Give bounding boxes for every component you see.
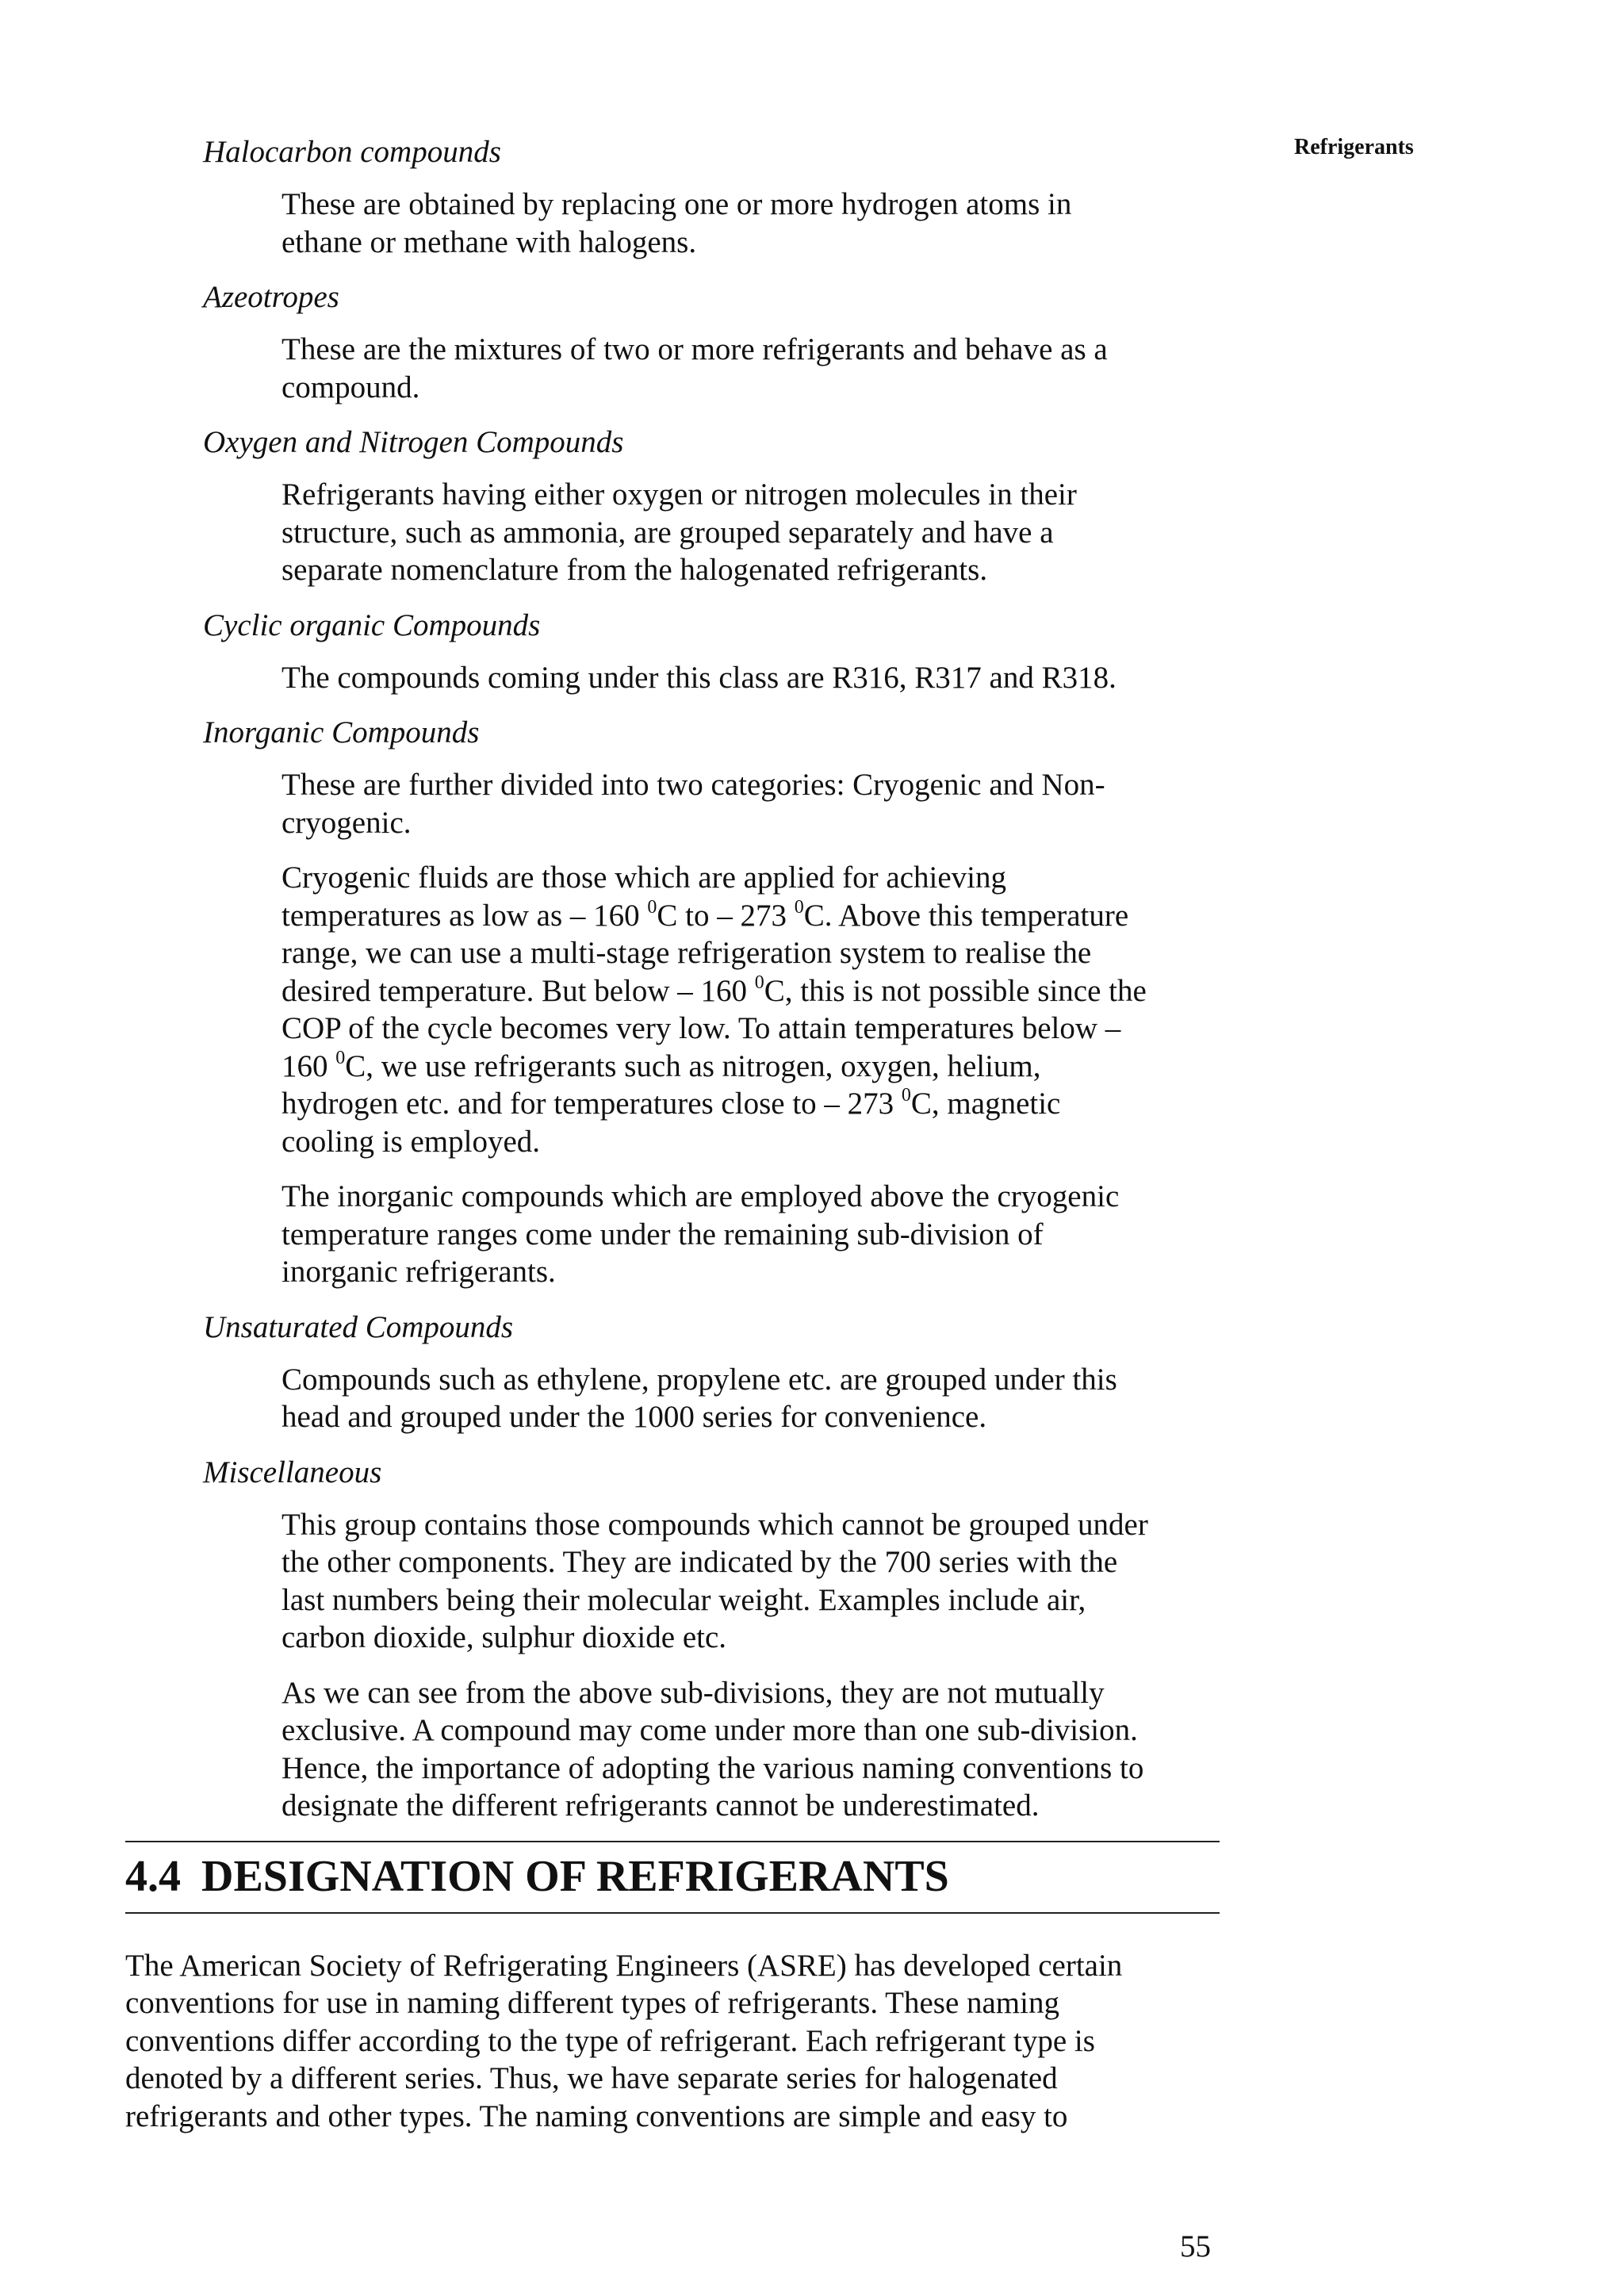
text-line: cryogenic.	[282, 805, 412, 840]
text-line: last numbers being their molecular weight. Examples include air,	[282, 1582, 1086, 1617]
paragraph	[282, 1361, 1217, 1436]
text-line: Cryogenic fluids are those which are applied for achieving	[282, 861, 1007, 895]
text-line: desired temperature. But below – 160 $^0$C, this is not possible since the	[282, 972, 1147, 1008]
text-line: head and grouped under the 1000 series for convenience.	[282, 1400, 987, 1434]
page-content	[125, 133, 1220, 2135]
text-line: conventions for use in naming different types of refrigerants. These naming	[125, 1986, 1059, 2020]
text-line: These are obtained by replacing one or more hydrogen atoms in	[282, 187, 1072, 221]
paragraph	[282, 766, 1217, 841]
text-line: inorganic refrigerants.	[282, 1255, 556, 1289]
page-number: 55	[1180, 2229, 1211, 2263]
subheading-inorganic: Inorganic Compounds	[203, 715, 480, 749]
text-line: exclusive. A compound may come under more than one sub-division.	[282, 1713, 1138, 1747]
subheading-halocarbon: Halocarbon compounds	[203, 135, 501, 169]
running-header: Refrigerants	[1294, 135, 1414, 159]
text-line: This group contains those compounds which cannot be grouped under	[282, 1507, 1148, 1542]
paragraph-cryogenic	[282, 859, 1217, 1160]
subheading-oxygen-nitrogen: Oxygen and Nitrogen Compounds	[203, 425, 624, 459]
section-body-paragraph	[125, 1947, 1220, 2136]
text-line: conventions differ according to the type of refrigerant. Each refrigerant type is	[125, 2023, 1095, 2058]
section-number: 4.4	[125, 1851, 181, 1901]
subheading-cyclic-organic: Cyclic organic Compounds	[203, 608, 541, 642]
text-line: cooling is employed.	[282, 1124, 541, 1159]
text-line: The American Society of Refrigerating Engineers (ASRE) has developed certain	[125, 1948, 1123, 1983]
text-line: carbon dioxide, sulphur dioxide etc.	[282, 1620, 727, 1654]
text-line: temperature ranges come under the remaining sub-division of	[282, 1217, 1044, 1251]
subheading-unsaturated: Unsaturated Compounds	[203, 1309, 514, 1344]
superscript: 0	[754, 972, 764, 993]
text-line: The inorganic compounds which are employed above the cryogenic	[282, 1179, 1120, 1213]
section-rule-top	[125, 1841, 1220, 1842]
text-line: the other components. They are indicated by the 700 series with the	[282, 1545, 1118, 1579]
text-line: temperatures as low as – 160 $^0$C to – 273 $^0$C. Above this temperature	[282, 896, 1129, 933]
section-heading	[125, 1849, 1220, 1904]
text-line: separate nomenclature from the halogenated refrigerants.	[282, 553, 988, 587]
paragraph	[282, 186, 1217, 261]
section-rule-bottom	[125, 1912, 1220, 1914]
text-line: As we can see from the above sub-divisions, they are not mutually	[282, 1675, 1105, 1710]
text-line: hydrogen etc. and for temperatures close to – 273 $^0$C, magnetic	[282, 1085, 1061, 1121]
text-line: 160 $^0$C, we use refrigerants such as nitrogen, oxygen, helium,	[282, 1047, 1041, 1083]
paragraph	[282, 1674, 1217, 1825]
text-line: These are further divided into two categories: Cryogenic and Non-	[282, 768, 1105, 802]
superscript: 0	[901, 1085, 911, 1106]
superscript: 0	[647, 896, 657, 918]
text-line: range, we can use a multi-stage refrigeration system to realise the	[282, 936, 1092, 970]
subheading-azeotropes: Azeotropes	[203, 280, 339, 314]
text-line: compound.	[282, 370, 420, 404]
text-line: The compounds coming under this class are R316, R317 and R318.	[282, 660, 1116, 695]
paragraph	[282, 1178, 1217, 1291]
text-line: Compounds such as ethylene, propylene etc. are grouped under this	[282, 1362, 1117, 1397]
subheading-miscellaneous: Miscellaneous	[203, 1455, 382, 1489]
text-line: Hence, the importance of adopting the various naming conventions to	[282, 1750, 1144, 1785]
superscript: 0	[335, 1047, 346, 1068]
paragraph	[282, 1506, 1217, 1657]
section-title: DESIGNATION OF REFRIGERANTS	[201, 1851, 949, 1901]
text-line: Refrigerants having either oxygen or nitrogen molecules in their	[282, 477, 1077, 512]
text-line: COP of the cycle becomes very low. To attain temperatures below –	[282, 1011, 1121, 1045]
superscript: 0	[794, 896, 804, 918]
paragraph	[282, 659, 1217, 697]
text-line: designate the different refrigerants cannot be underestimated.	[282, 1788, 1040, 1823]
paragraph	[282, 331, 1217, 406]
text-line: refrigerants and other types. The naming conventions are simple and easy to	[125, 2099, 1068, 2133]
text-line: ethane or methane with halogens.	[282, 224, 697, 259]
text-line: denoted by a different series. Thus, we have separate series for halogenated	[125, 2061, 1058, 2095]
text-line: structure, such as ammonia, are grouped separately and have a	[282, 515, 1054, 550]
paragraph	[282, 476, 1217, 589]
text-line: These are the mixtures of two or more refrigerants and behave as a	[282, 332, 1108, 366]
